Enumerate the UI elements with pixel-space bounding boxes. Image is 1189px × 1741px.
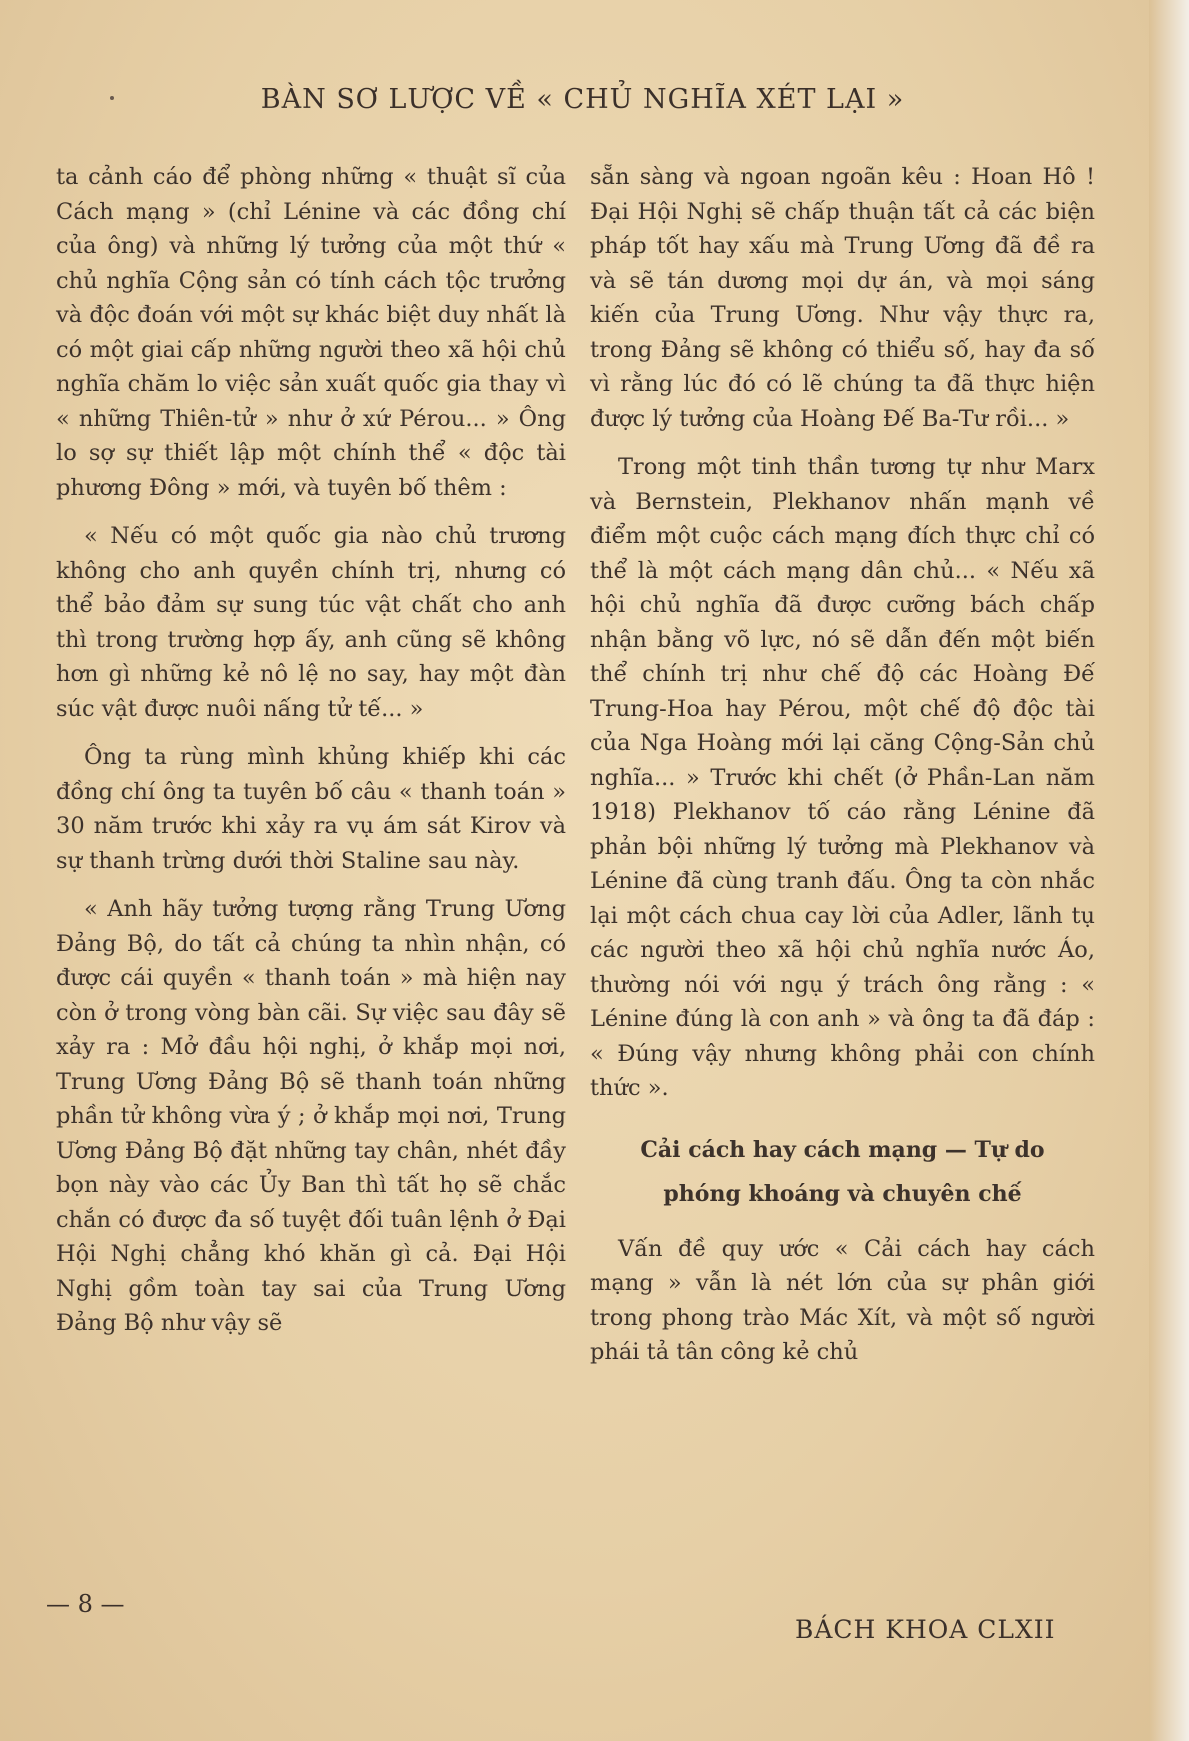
left-paragraph-4-quote: « Anh hãy tưởng tượng rằng Trung Ương Đảng Bộ, do tất cả chúng ta nhìn nhận, có được cái quyền « thanh toán » mà hiện nay còn ở trong vòng bàn cãi. Sự việc sau đây sẽ xảy ra : Mở đầu hội nghị, ở khắp mọi nơi, Trung Ương Đảng Bộ sẽ thanh toán những phần tử không vừa ý ; ở khắp mọi nơi, Trung Ương Đảng Bộ đặt những tay chân, nhét đầy bọn này vào các Ủy Ban thì tất họ sẽ chắc chắn có được đa số tuyệt đối tuân lệnh ở Đại Hội Nghị chẳng khó khăn gì cả. Đại Hội Nghị gồm toàn tay sai của Trung Ương Đảng Bộ như vậy sẽ [56, 896, 566, 1336]
left-paragraph-2-quote: « Nếu có một quốc gia nào chủ trương không cho anh quyền chính trị, nhưng có thể bảo đảm sự sung túc vật chất cho anh thì trong trường hợp ấy, anh cũng sẽ không hơn gì những kẻ nô lệ no say, hay một đàn súc vật được nuôi nấng tử tế... » [56, 523, 566, 722]
publication-footer: BÁCH KHOA CLXII [795, 1615, 1056, 1644]
left-column [56, 160, 566, 1341]
section-heading [590, 1128, 1095, 1216]
right-paragraph-1: sẵn sàng và ngoan ngoãn kêu : Hoan Hô ! Đại Hội Nghị sẽ chấp thuận tất cả các biện pháp tốt hay xấu mà Trung Ương đã đề ra và sẽ tán dương mọi dự án, và mọi sáng kiến của Trung Ương. Như vậy thực ra, trong Đảng sẽ không có thiểu số, hay đa số vì rằng lúc đó có lẽ chúng ta đã thực hiện được lý tưởng của Hoàng Đế Ba-Tư rồi... » [590, 164, 1095, 432]
right-column [590, 160, 1095, 1370]
left-paragraph-3: Ông ta rùng mình khủng khiếp khi các đồng chí ông ta tuyên bố câu « thanh toán » 30 năm trước khi xảy ra vụ ám sát Kirov và sự thanh trừng dưới thời Staline sau này. [56, 744, 566, 874]
section-heading-line-2: phóng khoáng và chuyên chế [663, 1180, 1022, 1207]
page-edge [1149, 0, 1189, 1741]
section-heading-line-1: Cải cách hay cách mạng — Tự do [640, 1136, 1045, 1163]
running-header: BÀN SƠ LƯỢC VỀ « CHỦ NGHĨA XÉT LẠI » [260, 84, 905, 115]
page-number: — 8 — [46, 1590, 125, 1618]
right-paragraph-2: Trong một tinh thần tương tự như Marx và Bernstein, Plekhanov nhấn mạnh về điểm một cuộc cách mạng đích thực chỉ có thể là một cách mạng dân chủ... « Nếu xã hội chủ nghĩa đã được cưỡng bách chấp nhận bằng võ lực, nó sẽ dẫn đến một biến thể chính trị như chế độ các Hoàng Đế Trung-Hoa hay Pérou, một chế độ độc tài của Nga Hoàng mới lại căng Cộng-Sản chủ nghĩa... » Trước khi chết (ở Phần-Lan năm 1918) Plekhanov tố cáo rằng Lénine đã phản bội những lý tưởng mà Plekhanov và Lénine đã cùng tranh đấu. Ông ta còn nhắc lại một cách chua cay lời của Adler, lãnh tụ các người theo xã hội chủ nghĩa nước Áo, thường nói với ngụ ý trách ông rằng : « Lénine đúng là con anh » và ông ta đã đáp : « Đúng vậy nhưng không phải con chính thức ». [590, 454, 1095, 1101]
left-paragraph-1: ta cảnh cáo để phòng những « thuật sĩ của Cách mạng » (chỉ Lénine và các đồng chí của ông) và những lý tưởng của một thứ « chủ nghĩa Cộng sản có tính cách tộc trưởng và độc đoán với một sự khác biệt duy nhất là có một giai cấp những người theo xã hội chủ nghĩa chăm lo việc sản xuất quốc gia thay vì « những Thiên-tử » như ở xứ Pérou... » Ông lo sợ sự thiết lập một chính thể « độc tài phương Đông » mới, và tuyên bố thêm : [56, 164, 566, 501]
right-paragraph-3: Vấn đề quy ước « Cải cách hay cách mạng » vẫn là nét lớn của sự phân giới trong phong trào Mác Xít, và một số người phái tả tân công kẻ chủ [590, 1235, 1095, 1365]
